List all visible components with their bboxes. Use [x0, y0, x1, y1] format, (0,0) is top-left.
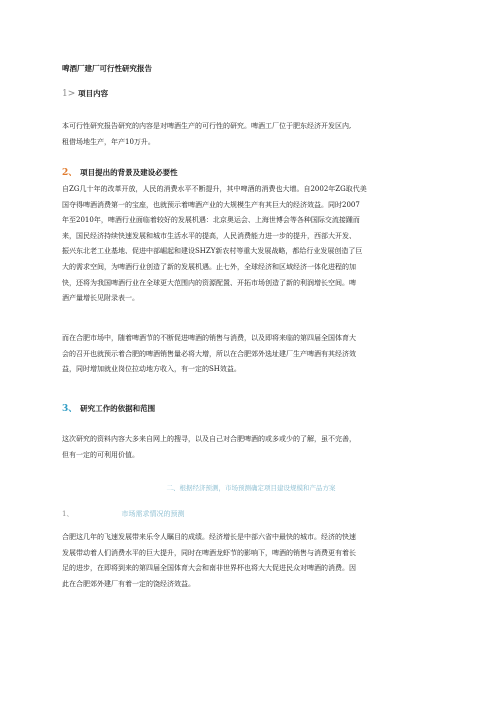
paragraph-line: 本可行性研究报告研究的内容是对啤酒生产的可行性的研究。啤酒工厂位于肥东经济开发区内,	[62, 122, 352, 130]
paragraph-line: 租借场地生产，年产10万升。	[62, 137, 155, 146]
paragraph-line: 益，同时增加就业岗位拉动地方收入，有一定的SH效益。	[62, 365, 241, 374]
section-3-title: 研究工作的依据和范围	[80, 404, 156, 413]
section-1-paragraph	[62, 119, 440, 150]
paragraph-line: 大的需求空间，为啤酒行业创造了新的发展机遇。止七外，全球经济和区域经济一体化进程的加	[62, 262, 356, 271]
paragraph-line: 振兴东北老工业基地、促进中部崛起和建设SHZY新农村等重大发展战略，都给行业发展创造了巨	[62, 247, 363, 256]
subsection-title: 市场需求情况的预测	[121, 510, 185, 518]
paragraph-line: 发展带动着人们消费水平的巨大提升，同时在啤酒龙虾节的影响下，啤酒的销售与消费更有着长	[62, 548, 356, 557]
paragraph-line: 国夺得啤酒消费第一的宝座，也就预示着啤酒产业的大规模生产有其巨大的经济效益。同时2007	[62, 200, 360, 209]
paragraph-line: 这次研究的资料内容大多来自网上的搜寻，以及自己对合肥啤酒的或多或少的了解，虽不完善，	[62, 435, 356, 443]
final-paragraph	[62, 530, 440, 592]
paragraph-line: 但有一定的可利用价值。	[62, 450, 139, 459]
section-1-title: 项目内容	[78, 89, 109, 98]
document-title: 啤酒厂建厂可行性研究报告	[62, 64, 152, 73]
subsection-number: 1、	[62, 510, 74, 518]
section-3-paragraph	[62, 432, 440, 463]
paragraph-line: 自ZG几十年的改革开放，人民的消费水平不断提升，其中啤酒的消费也大增。自2002年ZG取代美	[62, 185, 367, 193]
paragraph-line: 会的召开也就预示着合肥的啤酒销售量必将大增，所以在合肥郊外选址建厂生产啤酒有其经济效	[62, 349, 356, 358]
paragraph-line: 年至2010年，啤酒行业面临着较好的发展机遇：北京奥运会、上海世博会等各种国际交流接踵而	[62, 216, 360, 225]
section-3-heading	[62, 401, 155, 414]
section-2-title: 项目提出的背景及建设必要性	[80, 168, 178, 177]
section-3-number: 3、	[62, 404, 78, 414]
section-2-number: 2、	[62, 168, 78, 178]
paragraph-line: 而在合肥市场中，随着啤酒节的不断促进啤酒的销售与消费，以及即将来临的第四届全国体育大	[62, 334, 356, 342]
section-2-paragraph-continued	[62, 331, 440, 378]
paragraph-line: 此在合肥郊外建厂有着一定的饶经济效益。	[62, 579, 195, 588]
section-heading-2: 二、根据经济预测，市场预测确定项目建设规模和产品方案	[166, 484, 336, 492]
section-2-heading	[62, 165, 178, 178]
paragraph-line: 足的进步，在即将到来的第四届全国体育大会和南非世界杯也将大大促进民众对啤酒的消费。因	[62, 564, 356, 573]
paragraph-line: 酒产量增长见附录表一。	[62, 294, 139, 303]
section-2-paragraph	[62, 182, 440, 307]
section-1-number: 1>	[62, 89, 76, 99]
paragraph-line: 来，国民经济持续快速发展和城市生活水平的提高，人民消费能力进一步的提升，西部大开发、	[62, 231, 356, 240]
paragraph-line: 合肥这几年的飞速发展带来乐令人瞩目的成绩。经济增长是中部六省中最快的城市。经济的快速	[62, 533, 356, 541]
subsection-heading	[62, 509, 184, 519]
paragraph-line: 快，还将为我国啤酒行业在全球更大范围内的资源配置、开拓市场创造了新的利润增长空间。啤	[62, 278, 356, 287]
section-1-heading	[62, 88, 108, 99]
